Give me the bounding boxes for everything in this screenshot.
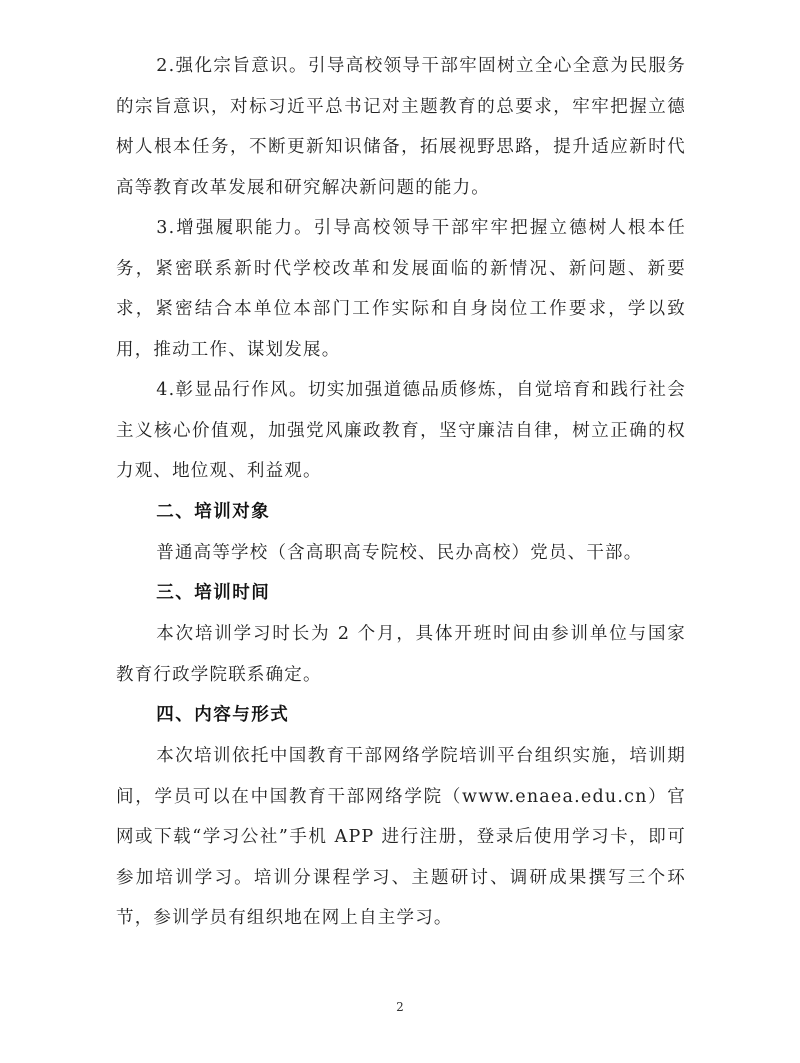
paragraph-enhance-capability: 3.增强履职能力。引导高校领导干部牢牢把握立德树人根本任务，紧密联系新时代学校改革和发展面临的新情况、新问题、新要求，紧密结合本单位本部门工作实际和自身岗位工作要求，学以致用，推动工作、谋划发展。 (116, 218, 686, 360)
section-heading-content-format: 四、内容与形式 (156, 705, 290, 725)
section-heading-training-targets: 二、培训对象 (156, 501, 271, 522)
paragraph-training-targets: 普通高等学校（含高职高专院校、民办高校）党员、干部。 (156, 542, 643, 563)
document-body (116, 46, 686, 939)
page-number: 2 (396, 1000, 404, 1014)
paragraph-strengthen-purpose: 2.强化宗旨意识。引导高校领导干部牢固树立全心全意为民服务的宗旨意识，对标习近平总书记对主题教育的总要求，牢牢把握立德树人根本任务，不断更新知识储备，拓展视野思路，提升适应新时代高等教育改革发展和研究解决新问题的能力。 (116, 56, 686, 198)
section-heading-training-time: 三、培训时间 (156, 583, 271, 603)
paragraph-training-time: 本次培训学习时长为 2 个月，具体开班时间由参训单位与国家教育行政学院联系确定。 (116, 624, 686, 685)
paragraph-content-format: 本次培训依托中国教育干部网络学院培训平台组织实施，培训期间，学员可以在中国教育干部网络学院（www.enaea.edu.cn）官网或下载“学习公社”手机 APP 进行注册，登录后使用学习卡，即可参加培训学习。培训分课程学习、主题研讨、调研成果撰写三个环节，参训学员有组织地在网上自主学习。 (116, 746, 686, 928)
paragraph-conduct-style: 4.彰显品行作风。切实加强道德品质修炼，自觉培育和践行社会主义核心价值观，加强党风廉政教育，坚守廉洁自律，树立正确的权力观、地位观、利益观。 (116, 380, 686, 481)
